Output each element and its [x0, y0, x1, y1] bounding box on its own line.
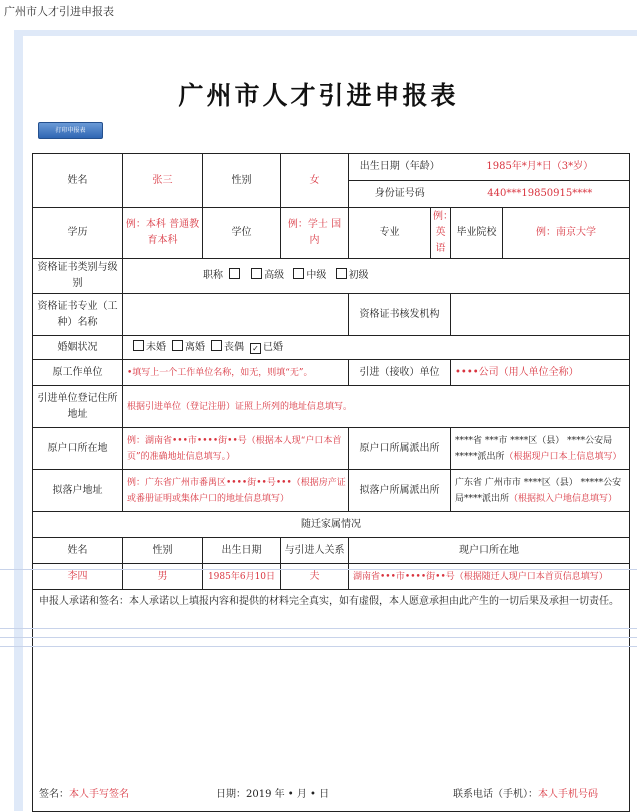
school-value[interactable]: 例：南京大学	[503, 208, 630, 259]
family-section-title: 随迁家属情况	[33, 512, 630, 538]
date-field[interactable]	[216, 787, 329, 803]
family-header-gender: 性别	[123, 538, 203, 564]
marital-unmarried-checkbox[interactable]	[133, 340, 144, 351]
education-label: 学历	[33, 208, 123, 259]
family-cell-birth[interactable]: 1985年6月10日	[203, 564, 281, 590]
cert-senior-checkbox[interactable]	[251, 268, 262, 279]
marital-widowed-label: 丧偶	[224, 341, 244, 353]
marital-divorced-checkbox[interactable]	[172, 340, 183, 351]
cert-org-label: 资格证书核发机构	[349, 294, 451, 336]
orig-police-value-text: ****省 ***市 ****区（县） ****公安局 *****派出所	[455, 435, 613, 462]
family-cell-name[interactable]: 李四	[33, 564, 123, 590]
cert-major-value[interactable]	[123, 294, 349, 336]
new-hukou-value[interactable]: 例：广东省广州市番禺区••••街••号•••（根据房产证或番册证明或集体户口的地址信息填写）	[123, 470, 349, 512]
prev-unit-label: 原工作单位	[33, 360, 123, 386]
document-header: 广州市人才引进申报表	[4, 5, 114, 18]
marital-married-label: 已婚	[263, 341, 283, 353]
cert-title-label: 职称	[203, 270, 223, 281]
print-button[interactable]: 打印申报表	[38, 122, 103, 139]
form-title: 广州市人才引进申报表	[178, 81, 459, 110]
page-frame-left	[14, 30, 23, 811]
cert-junior-checkbox[interactable]	[336, 268, 347, 279]
declaration-text: 申报人承诺和签名：本人承诺以上填报内容和提供的材料完全真实，如有虚假，本人愿意承担由此产生的一切后果及承担一切责任。	[39, 596, 619, 607]
major-value[interactable]: 例：英语	[431, 208, 451, 259]
cert-label: 资格证书类别与级别	[33, 259, 123, 294]
date-label: 日期：	[216, 789, 246, 800]
new-hukou-label: 拟落户地址	[33, 470, 123, 512]
declaration-area	[33, 590, 630, 812]
table-row	[33, 564, 630, 590]
guide-line	[0, 646, 637, 647]
family-cell-gender[interactable]: 男	[123, 564, 203, 590]
phone-value: 本人手机号码	[538, 789, 598, 800]
cert-title-checkbox[interactable]	[229, 268, 240, 279]
marital-married-checkbox[interactable]: ✓	[250, 343, 261, 354]
gender-label: 性别	[203, 154, 281, 208]
cert-major-label: 资格证书专业（工种）名称	[33, 294, 123, 336]
phone-label: 联系电话（手机）：	[453, 789, 538, 800]
orig-police-note: （根据现户口本上信息填写）	[504, 451, 622, 462]
orig-hukou-label: 原户口所在地	[33, 428, 123, 470]
degree-value[interactable]: 例：学士 国内	[281, 208, 349, 259]
marital-widowed-checkbox[interactable]	[211, 340, 222, 351]
cert-senior-label: 高级	[264, 270, 285, 281]
cert-middle-label: 中级	[306, 270, 327, 281]
guide-line	[0, 569, 637, 570]
family-cell-hukou[interactable]: 湖南省•••市••••街••号（根据随迁人现户口本首页信息填写）	[349, 564, 630, 590]
new-police-note: （根据拟入户地信息填写）	[509, 493, 618, 504]
family-header-relation: 与引进人关系	[281, 538, 349, 564]
application-form-table	[32, 153, 630, 812]
family-cell-relation[interactable]: 夫	[281, 564, 349, 590]
cert-junior-label: 初级	[348, 270, 369, 281]
family-header-hukou: 现户口所在地	[349, 538, 630, 564]
major-label: 专业	[349, 208, 431, 259]
prev-unit-value[interactable]: •填写上一个工作单位名称，如无，则填“无”。	[123, 360, 349, 386]
sign-value: 本人手写签名	[69, 789, 129, 800]
guide-line	[0, 637, 637, 638]
cert-middle-checkbox[interactable]	[293, 268, 304, 279]
new-police-value-text: 广东省 广州市市 ****区（县） *****公安局****派出所	[455, 477, 622, 504]
orig-police-value[interactable]	[451, 428, 630, 470]
new-police-label: 拟落户所属派出所	[349, 470, 451, 512]
orig-police-label: 原户口所属派出所	[349, 428, 451, 470]
birth-value[interactable]: 1985年*月*日（3*岁）	[451, 154, 630, 181]
date-value: 2019 年 • 月 • 日	[246, 789, 330, 800]
sign-label: 签名：	[39, 789, 69, 800]
marital-divorced-label: 离婚	[185, 341, 205, 353]
marital-unmarried-label: 未婚	[146, 341, 166, 353]
marital-options	[123, 336, 630, 360]
gender-value[interactable]: 女	[281, 154, 349, 208]
intro-addr-value[interactable]: 根据引进单位（登记注册）证照上所列的地址信息填写。	[123, 386, 630, 428]
cert-level-options	[123, 259, 630, 294]
new-police-value[interactable]	[451, 470, 630, 512]
school-label: 毕业院校	[451, 208, 503, 259]
education-value[interactable]: 例：本科 普通教育本科	[123, 208, 203, 259]
degree-label: 学位	[203, 208, 281, 259]
id-value[interactable]: 440***19850915****	[487, 188, 593, 199]
cert-org-value[interactable]	[451, 294, 630, 336]
name-label: 姓名	[33, 154, 123, 208]
phone-field[interactable]	[453, 787, 598, 803]
marital-label: 婚姻状况	[33, 336, 123, 360]
signature-field[interactable]	[39, 787, 129, 803]
guide-line	[0, 628, 637, 629]
name-value[interactable]: 张三	[123, 154, 203, 208]
family-header-birth: 出生日期	[203, 538, 281, 564]
intro-addr-label: 引进单位登记住所地址	[33, 386, 123, 428]
orig-hukou-value[interactable]: 例：湖南省•••市••••街••号（根据本人现“户口本首页”的准确地址信息填写。）	[123, 428, 349, 470]
id-label: 身份证号码	[374, 188, 425, 199]
family-header-name: 姓名	[33, 538, 123, 564]
birth-label: 出生日期（年龄）	[349, 154, 451, 181]
intro-unit-label: 引进（接收）单位	[349, 360, 451, 386]
intro-unit-value[interactable]: ••••公司（用人单位全称）	[451, 360, 630, 386]
